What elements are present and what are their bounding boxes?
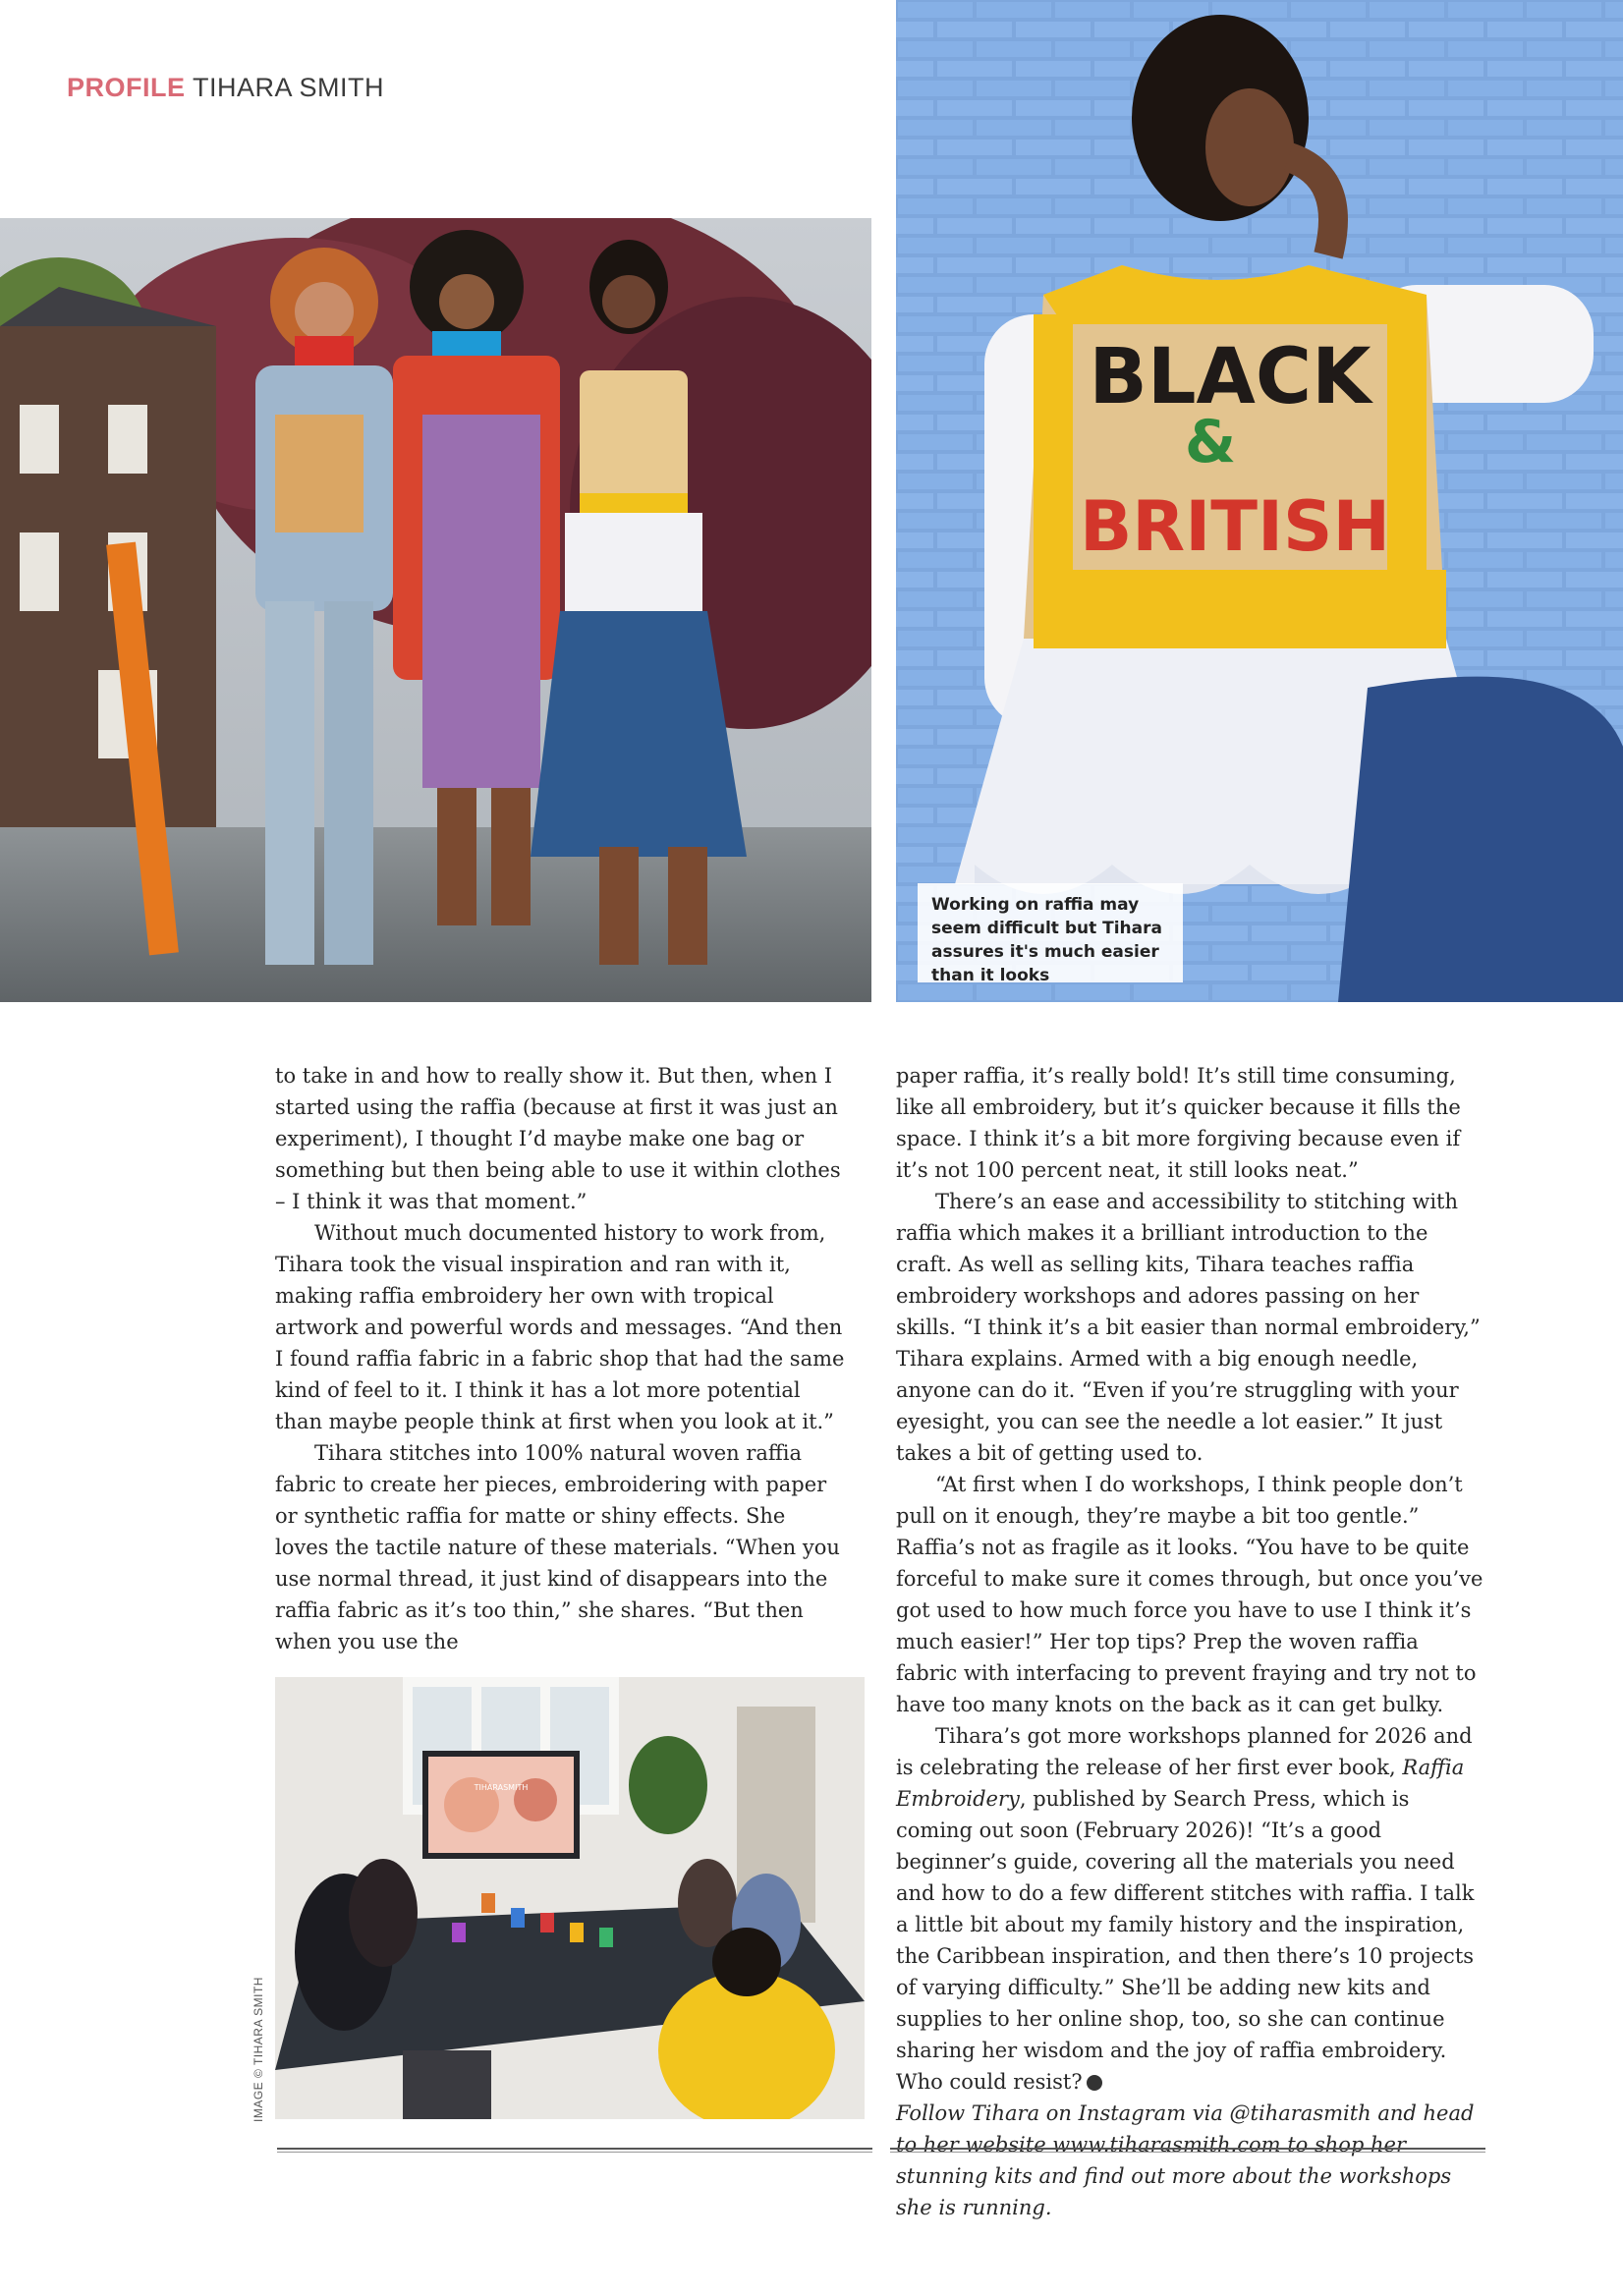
book-title: Raffia Embroidery [896,1756,1465,1811]
footer-note [896,2098,1485,2223]
left-column [275,1060,845,1657]
photo-three-models [0,218,871,1002]
photo-three-models-icon [0,218,871,1002]
end-mark-icon [1087,2075,1102,2091]
paragraph [896,1720,1485,2098]
paragraph: paper raffia, it’s really bold! It’s still time consuming, like all embroidery, but it’s quicker because it fills the space. I think it’s a bit more forgiving because even if it’s not 100 percent neat, it still looks neat.” [896,1064,1461,1182]
bottom-rule-left [277,2148,872,2153]
paragraph: to take in and how to really show it. But then, when I started using the raffia (because at first it was just an experiment), I thought I’d maybe make one bag or something but then being able to use it within clothes – I think it was that moment.” [275,1064,841,1213]
vest-text-bottom: BRITISH [1079,486,1391,567]
text-run: Tihara’s got more workshops planned for 2026 and is celebrating the release of her first ever book, [896,1724,1473,1779]
section-kicker: PROFILE [67,73,186,102]
photo-caption: Working on raffia may seem difficult but Tihara assures it's much easier than it looks [918,883,1183,982]
profile-name: TIHARA SMITH [193,73,385,102]
vest-text-top: BLACK [1089,333,1371,421]
paragraph: Without much documented history to work from, Tihara took the visual inspiration and ran with it, making raffia embroidery her own with tropical artwork and powerful words and messages. “And then I found raffia fabric in a fabric shop that had the same kind of feel to it. I think it has a lot more potential than maybe people think at first when you look at it.” [275,1221,845,1433]
image-credit: IMAGE © TIHARA SMITH [252,1977,265,2122]
photo-workshop-icon [275,1677,865,2119]
vest-text-mid: & [1184,408,1237,476]
photo-workshop [275,1677,865,2119]
bottom-rule-right [890,2148,1485,2153]
screen-text: TIHARASMITH [474,1783,529,1792]
paragraph: There’s an ease and accessibility to stitching with raffia which makes it a brilliant introduction to the craft. As well as selling kits, Tihara teaches raffia embroidery workshops and adores passing on her skills. “I think it’s a bit easier than normal embroidery,” Tihara explains. Armed with a big enough needle, anyone can do it. “Even if you’re struggling with your eyesight, you can see the needle a lot easier.” It just takes a bit of getting used to. [896,1190,1481,1465]
paragraph: Tihara stitches into 100% natural woven raffia fabric to create her pieces, embroidering with paper or synthetic raffia for matte or shiny effects. She loves the tactile nature of these materials. “When you use normal thread, it just kind of disappears into the raffia fabric as it’s too thin,” she shares. “But then when you use the [275,1441,840,1653]
right-column [896,1060,1485,2223]
footer-note-text: Follow Tihara on Instagram via @tiharasmith and head to her website www.tiharasmith.com to shop her stunning kits and find out more about the workshops she is running. [896,2101,1475,2219]
paragraph: “At first when I do workshops, I think people don’t pull on it enough, they’re maybe a bit too gentle.” Raffia’s not as fragile as it looks. “You have to be quite forceful to make sure it comes through, but once you’ve got used to how much force you have to use I think it’s much easier!” Her top tips? Prep the woven raffia fabric with interfacing to prevent fraying and try not to have too many knots on the back as it can get bulky. [896,1473,1483,1716]
text-run: , published by Search Press, which is coming out soon (February 2026)! “It’s a good beginner’s guide, covering all the materials you need and how to do a few different stitches with raffia. I talk a little bit about my family history and the inspiration, the Caribbean inspiration, and then there’s 10 projects of varying difficulty.” She’ll be adding new kits and supplies to her online shop, too, so she can continue sharing her wisdom and the joy of raffia embroidery. Who could resist? [896,1787,1475,2094]
photo-black-british-vest-icon [896,0,1623,1002]
page-header [67,73,384,103]
photo-black-british-vest [896,0,1623,1002]
